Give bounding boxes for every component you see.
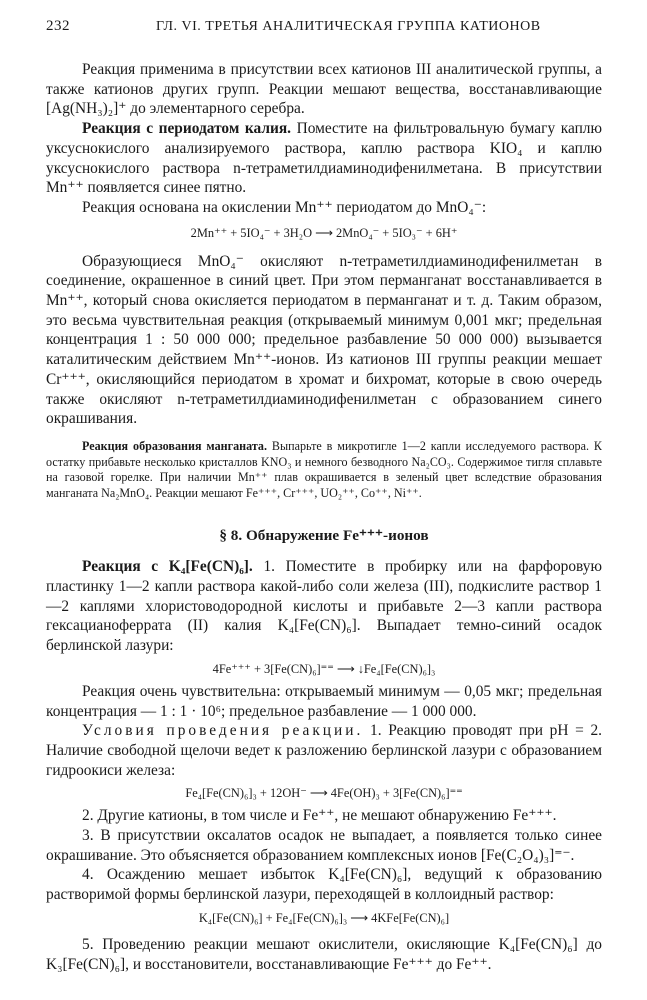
paragraph: 5. Проведению реакции мешают окислители, окисляющие K₄[Fe(CN)₆] до K₃[Fe(CN)₆], и восстановители, восстанавливающие Fe⁺⁺⁺ до Fe⁺⁺. <box>46 935 602 973</box>
paragraph <box>46 721 602 780</box>
text-block-2 <box>46 252 602 429</box>
paragraph-text: Выпарьте в микротигле 1—2 капли исследуемого раствора. К остатку прибавьте несколько кристаллов KNO₃ и немного безводного Na₂CO₃. Содержимое тигля сплавьте на газовой горелке. При наличии Mn⁺⁺ плав окрашивается в зеленый цвет вследствие образования манганата Na₂MnO₄. Реакции мешают Fe⁺⁺⁺, Cr⁺⁺⁺, UO₂⁺⁺, Co⁺⁺, Ni⁺⁺. <box>46 438 602 500</box>
paragraph-heading: Реакция с периодатом калия. <box>82 120 292 138</box>
paragraph: Образующиеся MnO₄⁻ окисляют n-тетраметилдиаминодифенилметан в соединение, окрашенное в синий цвет. При этом перманганат восстанавливается в Mn⁺⁺, который снова окисляется периодатом в перманганат и т. д. Таким образом, это весьма чувствительная реакция (открываемый минимум 0,001 мкг; предельная концентрация 1 : 50 000 000; предельное разбавление 50 000 000) вызывается каталитическим действием Mn⁺⁺-ионов. Из катионов III группы реакции мешает Cr⁺⁺⁺, окисляющийся периодатом в хромат и бихромат, которые в свою очередь также окисляют n-тетраметилдиаминодифенилметан с образованием синего окрашивания. <box>46 252 602 428</box>
paragraph-heading: Реакция с K₄[Fe(CN)₆]. <box>82 558 253 576</box>
equation: 2Mn⁺⁺ + 5IO₄⁻ + 3H₂O ⟶ 2MnO₄⁻ + 5IO₃⁻ + 6H⁺ <box>190 225 458 240</box>
text-block-3 <box>46 557 602 656</box>
paragraph-text: 1. Поместите в пробирку или на фарфоровую пластинку 1—2 капли раствора какой-либо соли железа (III), подкислите раствор 1—2 каплями хлористоводородной кислоты и прибавьте 2—3 капли раствора гексацианоферрата (II) калия K₄[Fe(CN)₆]. Выпадает темно-синий осадок берлинской лазури: <box>46 558 602 655</box>
paragraph-heading: Реакция образования манганата. <box>82 438 267 453</box>
text-block-1 <box>46 60 602 218</box>
paragraph: Реакция основана на окислении Mn⁺⁺ периодатом до MnO₄⁻: <box>82 198 487 216</box>
paragraph <box>46 557 602 656</box>
equation: 4Fe⁺⁺⁺ + 3[Fe(CN)₆]⁼⁼ ⟶ ↓Fe₄[Fe(CN)₆]₃ <box>212 661 436 676</box>
paragraph: 3. В присутствии оксалатов осадок не выпадает, а появляется только синее окрашивание. Это объясняется образованием комплексных ионов [Fe(C₂O₄)₃]⁼⁻. <box>46 827 602 864</box>
paragraph <box>46 119 602 198</box>
equation: K₄[Fe(CN)₆] + Fe₄[Fe(CN)₆]₃ ⟶ 4KFe[Fe(CN)₆] <box>198 910 450 925</box>
book-page <box>46 18 602 974</box>
paragraph-text: 1. Реакцию проводят при pH = 2. Наличие свободной щелочи ведет к разложению берлинской лазури с образованием гидроокиси железа: <box>46 722 602 779</box>
running-header <box>46 18 602 38</box>
paragraph: Реакция очень чувствительна: открываемый минимум — 0,05 мкг; предельная концентрация — 1 : 1 · 10⁶; предельное разбавление — 1 000 000. <box>46 682 602 720</box>
text-block-4 <box>46 682 602 781</box>
chapter-title: ГЛ. VI. ТРЕТЬЯ АНАЛИТИЧЕСКАЯ ГРУППА КАТИОНОВ <box>156 19 541 34</box>
paragraph <box>46 439 602 501</box>
section-title: § 8. Обнаружение Fe⁺⁺⁺-ионов <box>219 527 429 545</box>
text-block-6 <box>46 935 602 974</box>
paragraph-text: Поместите на фильтровальную бумагу каплю уксуснокислого анализируемого раствора, каплю раствора KIO₄ и каплю уксуснокислого раствора n-тетраметилдиаминодифенилметана. В присутствии Mn⁺⁺ появляется синее пятно. <box>46 120 602 197</box>
text-block-5 <box>46 806 602 905</box>
spaced-heading: Условия проведения реакции. <box>82 722 364 740</box>
paragraph: 4. Осаждению мешает избыток K₄[Fe(CN)₆], ведущий к образованию растворимой формы берлинской лазури, переходящей в коллоидный раствор: <box>46 866 602 904</box>
page-number: 232 <box>46 18 70 34</box>
small-print-block <box>46 439 602 501</box>
equation: Fe₄[Fe(CN)₆]₃ + 12OH⁻ ⟶ 4Fe(OH)₃ + 3[Fe(CN)₆]⁼⁼ <box>185 786 463 801</box>
paragraph: Реакция применима в присутствии всех катионов III аналитической группы, а также катионов других групп. Реакции мешают вещества, восстанавливающие [Ag(NH₃)₂]⁺ до элементарного серебра. <box>46 61 602 118</box>
paragraph: 2. Другие катионы, в том числе и Fe⁺⁺, не мешают обнаружению Fe⁺⁺⁺. <box>82 807 557 825</box>
